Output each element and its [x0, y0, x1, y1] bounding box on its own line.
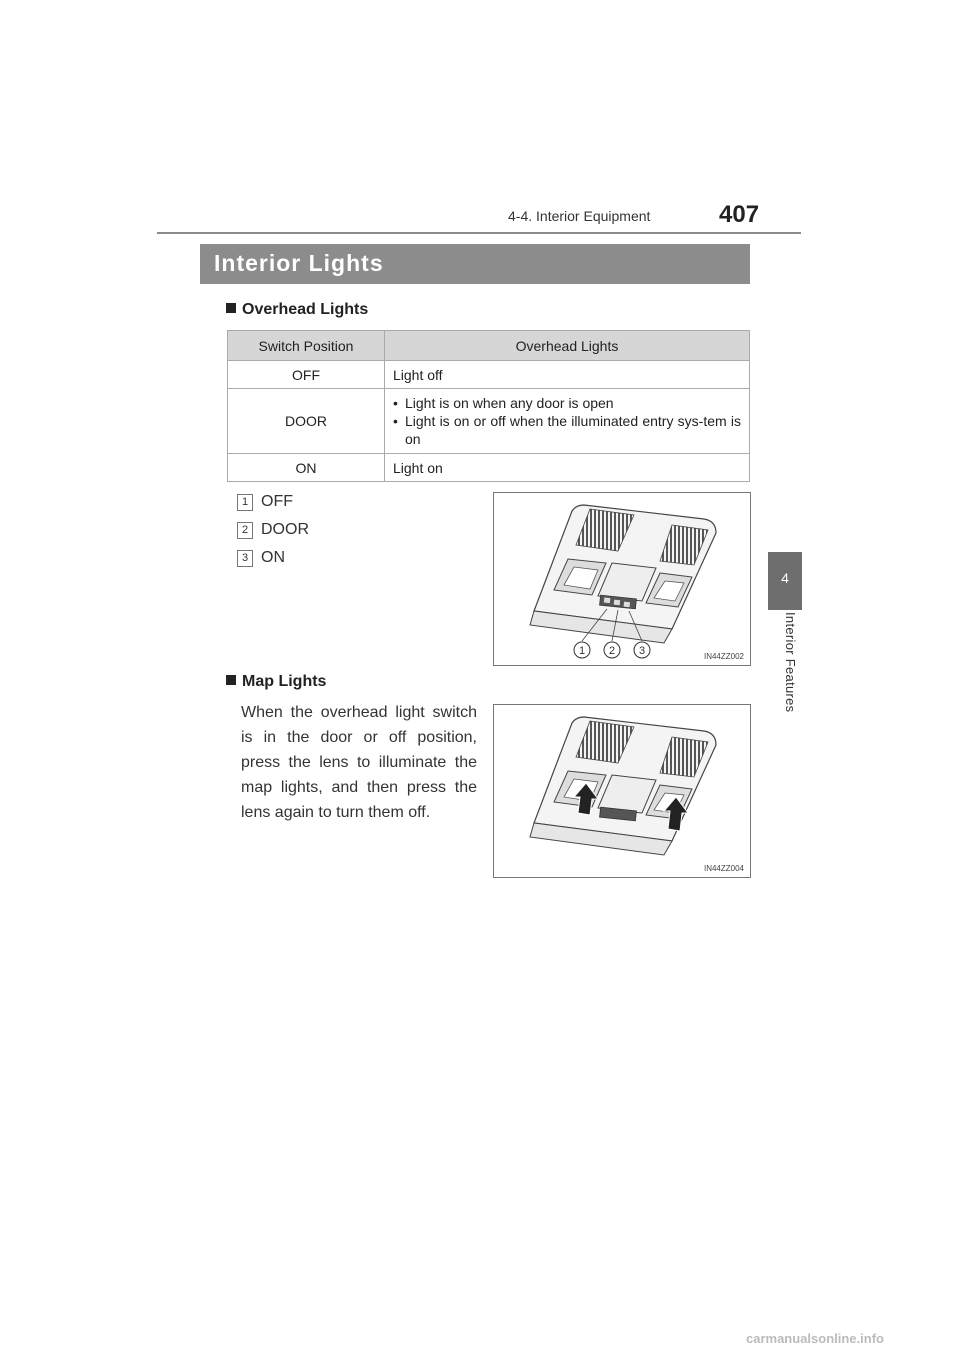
table-row	[228, 361, 750, 389]
map-lights-heading	[226, 673, 326, 691]
switch-position-table	[227, 330, 750, 482]
table-cell-description: Light off	[385, 361, 750, 389]
map-lights-heading-text: Map Lights	[242, 673, 327, 690]
figure-code: IN44ZZ004	[703, 864, 744, 873]
table-cell-position: DOOR	[228, 389, 385, 454]
overhead-lights-heading-text: Overhead Lights	[242, 301, 369, 318]
callout-item	[237, 516, 309, 544]
svg-text:1: 1	[578, 645, 586, 657]
table-header-switch-position: Switch Position	[228, 331, 385, 361]
table-cell-description	[385, 389, 750, 454]
table-row	[228, 389, 750, 454]
table-row	[228, 454, 750, 482]
bullet-square-icon	[226, 303, 236, 313]
table-cell-position: ON	[228, 454, 385, 482]
table-bullet-item: • Light is on when any door is open	[393, 394, 749, 412]
svg-text:3: 3	[638, 645, 646, 657]
overhead-lights-heading	[226, 301, 368, 319]
callout-label: DOOR	[261, 521, 309, 538]
map-lights-figure	[493, 704, 751, 878]
page-title-bar	[200, 244, 750, 284]
callout-number: 2	[237, 522, 253, 539]
page-title: Interior Lights	[214, 250, 384, 276]
callout-number: 1	[237, 494, 253, 511]
table-cell-description: Light on	[385, 454, 750, 482]
overhead-console-figure	[493, 492, 751, 666]
callout-list	[237, 488, 309, 572]
callout-item	[237, 544, 309, 572]
table-cell-position: OFF	[228, 361, 385, 389]
svg-text:2: 2	[608, 645, 616, 657]
table-bullet-item: • Light is on or off when the illuminated entry sys-tem is on	[393, 412, 749, 448]
watermark: carmanualsonline.info	[746, 1331, 884, 1346]
header-rule	[157, 232, 801, 234]
callout-label: OFF	[261, 493, 293, 510]
table-header-overhead-lights: Overhead Lights	[385, 331, 750, 361]
map-lights-illustration	[494, 705, 750, 877]
chapter-tab	[768, 552, 802, 610]
callout-number: 3	[237, 550, 253, 567]
callout-label: ON	[261, 549, 285, 566]
section-header: 4-4. Interior Equipment	[508, 208, 651, 224]
table-header-row	[228, 331, 750, 361]
callout-item	[237, 488, 309, 516]
figure-code: IN44ZZ002	[703, 652, 744, 661]
chapter-title: Interior Features	[783, 612, 798, 713]
bullet-square-icon	[226, 675, 236, 685]
map-lights-description: When the overhead light switch is in the door or off position, press the lens to illuminate the map lights, and then press the lens again to turn them off.	[241, 704, 477, 821]
chapter-number: 4	[781, 570, 789, 586]
page-number: 407	[719, 201, 760, 228]
overhead-console-illustration	[494, 493, 750, 665]
